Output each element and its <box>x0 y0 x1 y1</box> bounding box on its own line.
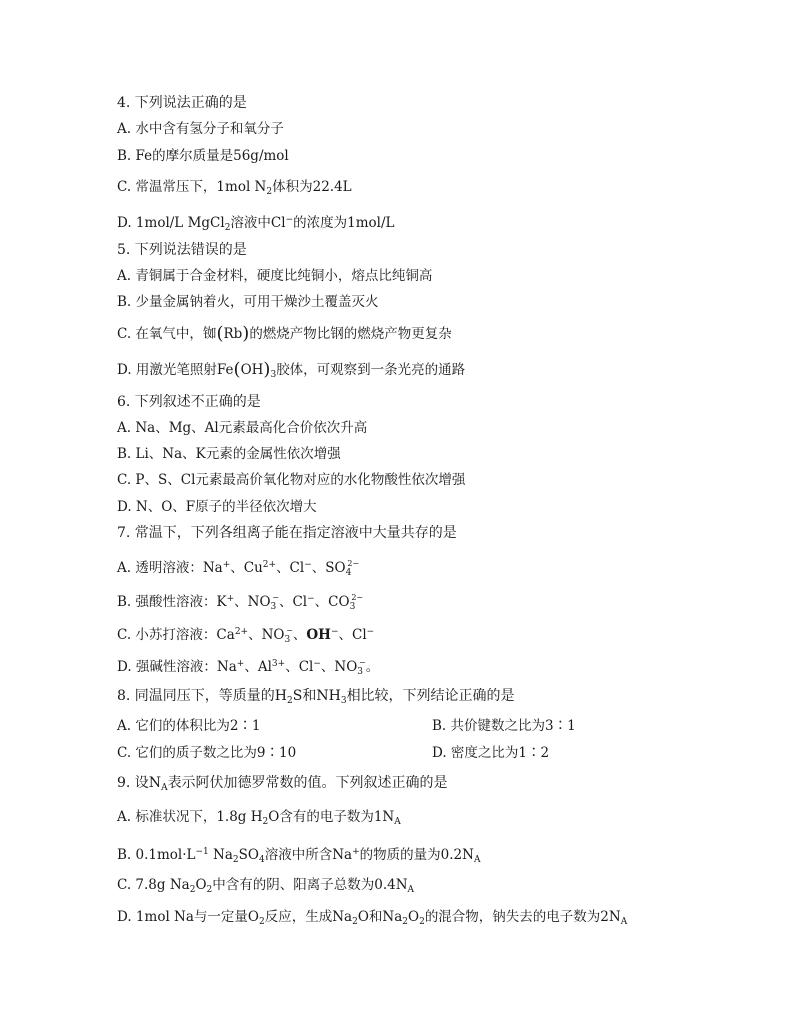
q9-option-c: C. 7.8g $Na_2O_2$中含有的阴、阳离子总数为$0.4N_A$ <box>117 877 415 895</box>
q8-option-d: D. 密度之比为1∶2 <box>432 745 550 761</box>
q7-option-a: A. 透明溶液：Na+、$Cu^{2+}$、Cl−、$SO_4^{2-}$ <box>117 559 360 578</box>
q5-option-a: A. 青铜属于合金材料，硬度比纯铜小，熔点比纯铜高 <box>117 268 433 284</box>
q8-option-c: C. 它们的质子数之比为9∶10 <box>117 745 297 761</box>
q5-option-d: D. 用激光笔照射$Fe(OH)_3$胶体，可观察到一条光亮的通路 <box>117 359 466 380</box>
q8-option-b: B. 共价键数之比为3∶1 <box>432 718 576 734</box>
q7-option-c: C. 小苏打溶液：$Ca^{2+}$、$NO_3^-$、OH−、Cl− <box>117 626 375 645</box>
q5-option-b: B. 少量金属钠着火，可用干燥沙土覆盖灭火 <box>117 294 379 310</box>
q4-option-c: C. 常温常压下，1mol $N_2$体积为22.4L <box>117 179 352 197</box>
q6-option-c: C. P、S、Cl元素最高价氧化物对应的水化物酸性依次增强 <box>117 472 466 488</box>
q5-stem: 5. 下列说法错误的是 <box>117 242 247 258</box>
q6-option-a: A. Na、Mg、Al元素最高化合价依次升高 <box>117 420 368 436</box>
q4-option-b: B. Fe的摩尔质量是56g/mol <box>117 148 289 164</box>
q4-stem: 4. 下列说法正确的是 <box>117 95 247 111</box>
q8-option-a: A. 它们的体积比为2∶1 <box>117 718 261 734</box>
q6-stem: 6. 下列叙述不正确的是 <box>117 394 261 410</box>
q8-stem: 8. 同温同压下，等质量的$H_2S$和$NH_3$相比较，下列结论正确的是 <box>117 688 515 706</box>
q5-option-c: C. 在氧气中，铷(Rb)的燃烧产物比钢的燃烧产物更复杂 <box>117 323 452 344</box>
q9-option-d: D. 1mol Na与一定量$O_2$反应，生成$Na_2O$和$Na_2O_2$的混合物，钠失去的电子数为$2N_A$ <box>117 909 628 927</box>
q7-option-b: B. 强酸性溶液：K+、$NO_3^-$、Cl−、$CO_3^{2-}$ <box>117 593 364 612</box>
q6-option-b: B. Li、Na、K元素的金属性依次增强 <box>117 446 341 462</box>
q7-stem: 7. 常温下，下列各组离子能在指定溶液中大量共存的是 <box>117 525 457 541</box>
q4-option-d: D. 1mol/L MgCl$_2$溶液中Cl−的浓度为1mol/L <box>117 215 395 233</box>
q9-option-a: A. 标准状况下，1.8g $H_2O$含有的电子数为$1N_A$ <box>117 809 401 827</box>
q7-option-d: D. 强碱性溶液：Na+、$Al^{3+}$、Cl−、$NO_3^-$。 <box>117 658 380 677</box>
q9-stem: 9. 设$N_A$表示阿伏加德罗常数的值。下列叙述正确的是 <box>117 775 448 793</box>
q6-option-d: D. N、O、F原子的半径依次增大 <box>117 499 317 515</box>
q4-option-a: A. 水中含有氢分子和氧分子 <box>117 121 284 137</box>
q9-option-b: B. $0.1mol\cdot L^{-1}$ $Na_2SO_4$溶液中所含Na+的物质的量为$0.2N_A$ <box>117 847 481 865</box>
